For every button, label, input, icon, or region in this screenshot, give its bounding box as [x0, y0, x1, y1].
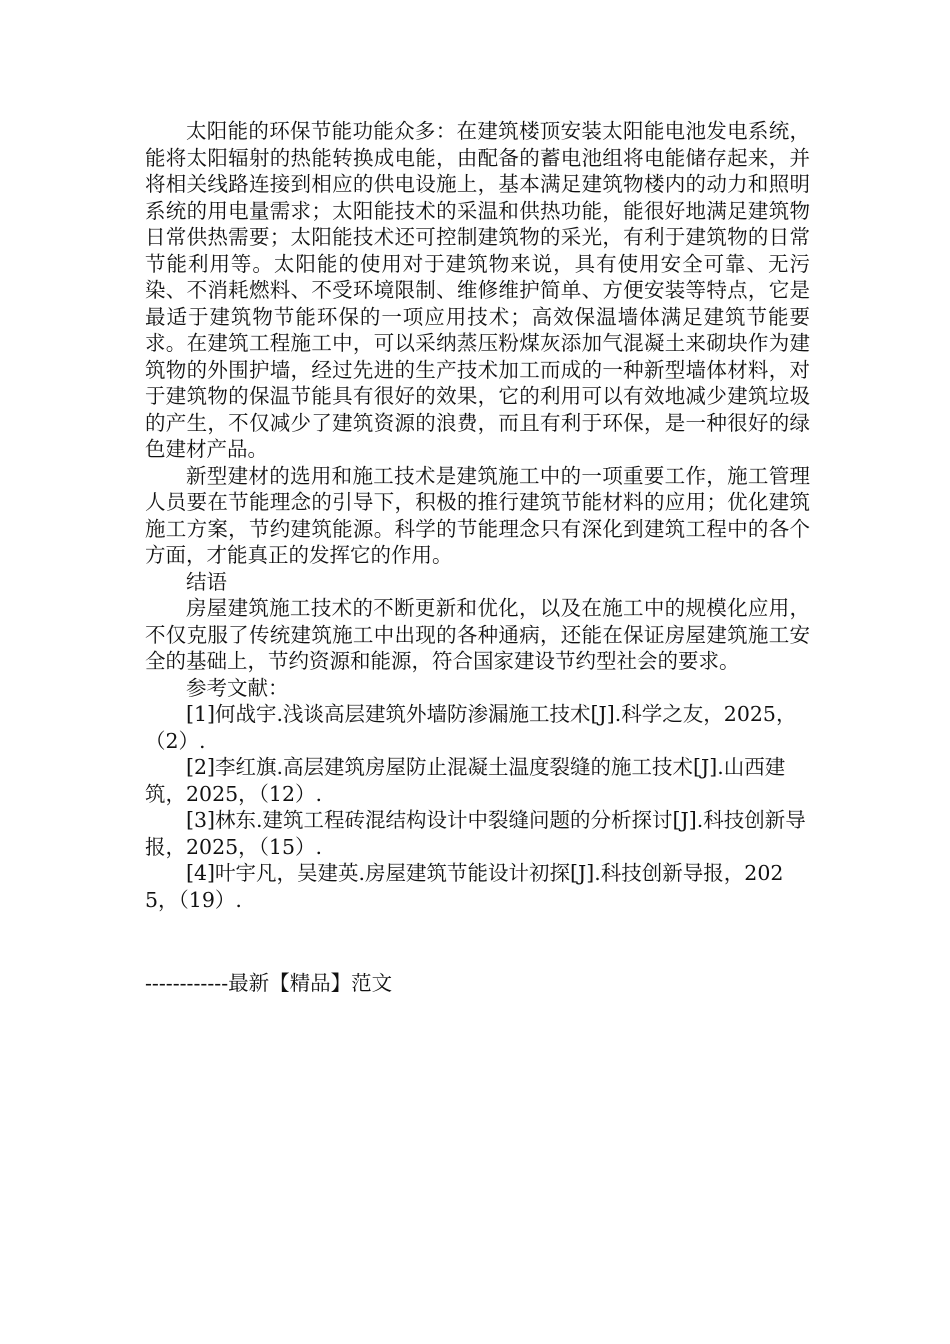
references-list	[145, 701, 810, 913]
reference-item: [4]叶宇凡，吴建英.房屋建筑节能设计初探[J].科技创新导报，2025，（19）.	[145, 861, 784, 912]
references-heading: 参考文献：	[186, 675, 289, 700]
page-footer: ------------最新【精品】范文	[145, 971, 393, 995]
document-body	[145, 118, 810, 913]
reference-item: [1]何战宇.浅谈高层建筑外墙防渗漏施工技术[J].科学之友，2025，（2）.	[145, 702, 797, 753]
paragraph-solar-energy: 太阳能的环保节能功能众多：在建筑楼顶安装太阳能电池发电系统，能将太阳辐射的热能转换成电能，由配备的蓄电池组将电能储存起来，并将相关线路连接到相应的供电设施上，基本满足建筑物楼内的动力和照明系统的用电量需求；太阳能技术的采温和供热功能，能很好地满足建筑物日常供热需要；太阳能技术还可控制建筑物的采光，有利于建筑物的日常节能利用等。太阳能的使用对于建筑物来说，具有使用安全可靠、无污染、不消耗燃料、不受环境限制、维修维护简单、方便安装等特点，它是最适于建筑物节能环保的一项应用技术；高效保温墙体满足建筑节能要求。在建筑工程施工中，可以采纳蒸压粉煤灰添加气混凝土来砌块作为建筑物的外围护墙，经过先进的生产技术加工而成的一种新型墙体材料，对于建筑物的保温节能具有很好的效果，它的利用可以有效地减少建筑垃圾的产生，不仅减少了建筑资源的浪费，而且有利于环保，是一种很好的绿色建材产品。	[145, 119, 810, 461]
reference-item: [2]李红旗.高层建筑房屋防止混凝土温度裂缝的施工技术[J].山西建筑，2025，（12）.	[145, 755, 786, 806]
conclusion-heading: 结语	[186, 569, 227, 594]
reference-item: [3]林东.建筑工程砖混结构设计中裂缝问题的分析探讨[J].科技创新导报，2025，（15）.	[145, 808, 806, 859]
paragraph-new-materials: 新型建材的选用和施工技术是建筑施工中的一项重要工作，施工管理人员要在节能理念的引导下，积极的推行建筑节能材料的应用；优化建筑施工方案，节约建筑能源。科学的节能理念只有深化到建筑工程中的各个方面，才能真正的发挥它的作用。	[145, 463, 810, 567]
conclusion-paragraph: 房屋建筑施工技术的不断更新和优化，以及在施工中的规模化应用，不仅克服了传统建筑施工中出现的各种通病，还能在保证房屋建筑施工安全的基础上，节约资源和能源，符合国家建设节约型社会的要求。	[145, 596, 810, 673]
